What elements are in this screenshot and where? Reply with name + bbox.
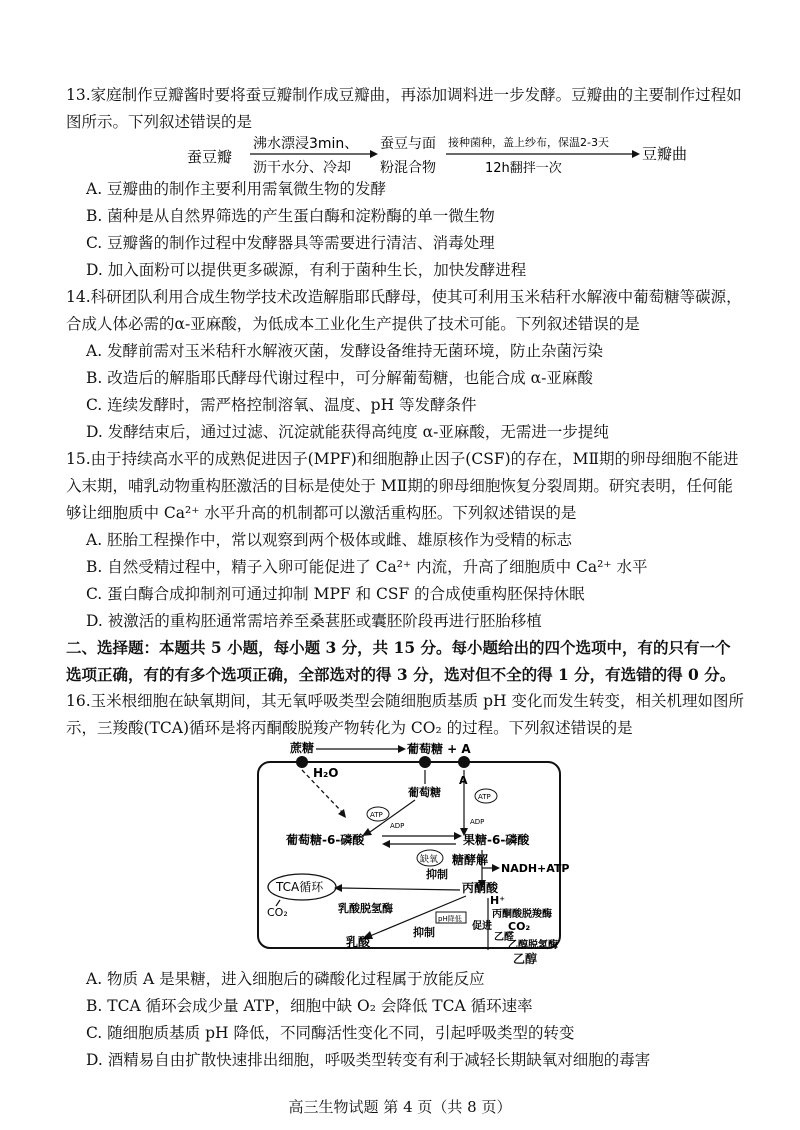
dashed-arrowhead <box>338 809 346 818</box>
question-14 <box>66 284 746 446</box>
q15-option-a[interactable]: A. 胚胎工程操作中，常以观察到两个极体或雌、雄原核作为受精的标志 <box>86 531 573 549</box>
flow-step2-bottom: 12h翻拌一次 <box>485 161 562 176</box>
flow-step1-top: 沸水漂浸3min、 <box>253 136 359 152</box>
q15-option-b[interactable]: B. 自然受精过程中，精子入卵可能促进了 Ca²⁺ 内流，升高了细胞质中 Ca²⁺ 水平 <box>86 558 648 576</box>
label-f6p: 果糖-6-磷酸 <box>463 833 530 847</box>
q15-option-d[interactable]: D. 被激活的重构胚通常需培养至桑葚胚或囊胚阶段再进行胚胎移植 <box>86 612 542 630</box>
label-adp-right: ADP <box>470 818 485 826</box>
arrowhead-nadh <box>492 864 500 872</box>
flow-end: 豆瓣曲 <box>642 145 688 163</box>
label-sucrose: 蔗糖 <box>290 741 315 755</box>
label-pyruvate: 丙酮酸 <box>462 881 499 895</box>
label-atp-right: ATP <box>478 793 491 801</box>
label-ph-low: pH降低 <box>438 915 462 923</box>
label-co2-right: CO₂ <box>508 920 531 933</box>
q16-option-d[interactable]: D. 酒精易自由扩散快速排出细胞，呼吸类型转变有利于减轻长期缺氧对细胞的毒害 <box>86 1051 651 1069</box>
q16-option-c[interactable]: C. 随细胞质基质 pH 降低，不同酶活性变化不同，引起呼吸类型的转变 <box>86 1024 575 1042</box>
flow-step1-bottom: 沥干水分、冷却 <box>253 160 351 176</box>
question-16 <box>66 688 746 742</box>
q14-option-d[interactable]: D. 发酵结束后，通过过滤、沉淀就能获得高纯度 α-亚麻酸，无需进一步提纯 <box>86 423 609 441</box>
label-co2-left: CO₂ <box>267 906 288 919</box>
label-acetaldehyde: 乙醛 <box>494 932 514 943</box>
label-tca: TCA循环 <box>276 880 324 894</box>
question-15 <box>66 446 746 635</box>
label-glucose-inside: 葡萄糖 <box>408 786 441 799</box>
section-2-header: 二、选择题：本题共 5 小题，每小题 3 分，共 15 分。每小题给出的四个选项中，有的只有一个选项正确，有的有多个选项正确，全部选对的得 3 分，选对但不全的得 1 分，有选错的得 0 分。 <box>66 638 736 684</box>
q16-option-b[interactable]: B. TCA 循环会成少量 ATP，细胞中缺 O₂ 会降低 TCA 循环速率 <box>86 997 533 1015</box>
page-footer: 高三生物试题 第 4 页（共 8 页） <box>288 1098 512 1116</box>
flow-mid-top: 蚕豆与面 <box>380 136 436 152</box>
q16-mechanism-diagram <box>250 740 570 952</box>
arrowhead-g6p-f6p <box>454 832 462 840</box>
label-atp-left: ATP <box>370 811 383 819</box>
label-ethanol: 乙醇 <box>513 952 538 966</box>
label-glycolysis: 糖酵解 <box>452 853 489 867</box>
label-nadh: NADH+ATP <box>501 862 570 875</box>
label-inhibit-1: 抑制 <box>426 868 448 881</box>
label-g6p: 葡萄糖-6-磷酸 <box>286 833 365 847</box>
flow-step2-top: 接种菌种，盖上纱布，保温2-3天 <box>448 136 609 149</box>
question-16-stem: 16.玉米根细胞在缺氧期间，其无氧呼吸类型会随细胞质基质 pH 变化而发生转变，相关机理如图所示，三羧酸(TCA)循环是将丙酮酸脱羧产物转化为 CO₂ 的过程。下列叙述错误的是 <box>66 692 744 737</box>
flow-mid-bottom: 粉混合物 <box>380 160 436 176</box>
arrowhead-f6p-g6p <box>382 840 390 848</box>
q14-option-b[interactable]: B. 改造后的解脂耶氏酵母代谢过程中，可分解葡萄糖，也能合成 α-亚麻酸 <box>86 369 593 387</box>
question-14-stem: 14.科研团队利用合成生物学技术改造解脂耶氏酵母，使其可利用玉米秸秆水解液中葡萄糖等碳源，合成人体必需的α-亚麻酸，为低成本工业化生产提供了技术可能。下列叙述错误的是 <box>66 288 742 333</box>
label-adh: 乙醇脱氢酶 <box>508 940 558 951</box>
a-transporter <box>458 756 470 768</box>
label-promote: 促进 <box>472 921 492 932</box>
arrow-pyruvate-tca <box>340 888 460 890</box>
question-16-options <box>66 966 746 1074</box>
q14-option-c[interactable]: C. 连续发酵时，需严格控制溶氧、温度、pH 等发酵条件 <box>86 396 477 414</box>
sucrose-transporter <box>296 756 308 768</box>
label-glucose-a: 葡萄糖 + A <box>407 742 471 756</box>
question-15-stem: 15.由于持续高水平的成熟促进因子(MPF)和细胞静止因子(CSF)的存在，MⅡ期的卵母细胞不能进入末期，哺乳动物重构胚激活的目标是使处于 MⅡ期的卵母细胞恢复分裂周期。研究表明，任何能够让细胞质中 Ca²⁺ 水平升高的机制都可以激活重构胚。下列叙述错误的是 <box>66 450 739 522</box>
flow-arrowhead-2 <box>632 150 640 158</box>
label-ldh: 乳酸脱氢酶 <box>338 902 393 915</box>
question-13 <box>66 82 746 136</box>
label-pdc: 丙酮酸脱羧酶 <box>492 909 552 920</box>
question-13-options <box>66 176 746 284</box>
q14-option-a[interactable]: A. 发酵前需对玉米秸秆水解液灭菌，发酵设备维持无菌环境，防止杂菌污染 <box>86 342 604 360</box>
label-a-inside: A <box>459 774 468 787</box>
label-hplus: H⁺ <box>490 894 506 907</box>
q13-option-b[interactable]: B. 菌种是从自然界筛选的产生蛋白酶和淀粉酶的单一微生物 <box>86 207 495 225</box>
flow-start: 蚕豆瓣 <box>187 148 233 166</box>
glucose-transporter <box>419 756 431 768</box>
question-13-stem: 13.家庭制作豆瓣酱时要将蚕豆瓣制作成豆瓣曲，再添加调料进一步发酵。豆瓣曲的主要制作过程如图所示。下列叙述错误的是 <box>66 86 742 131</box>
label-inhibit-2: 抑制 <box>413 926 435 939</box>
label-adp-left: ADP <box>390 822 405 830</box>
q15-option-c[interactable]: C. 蛋白酶合成抑制剂可通过抑制 MPF 和 CSF 的合成使重构胚保持休眠 <box>86 585 585 603</box>
q13-option-a[interactable]: A. 豆瓣曲的制作主要利用需氧微生物的发酵 <box>86 180 387 198</box>
q13-option-c[interactable]: C. 豆瓣酱的制作过程中发酵器具等需要进行清洁、消毒处理 <box>86 234 495 252</box>
arrowhead-sucrose-glucose <box>398 745 406 753</box>
q16-option-a[interactable]: A. 物质 A 是果糖，进入细胞后的磷酸化过程属于放能反应 <box>86 970 485 988</box>
flow-arrowhead-1 <box>370 150 378 158</box>
label-lactate: 乳酸 <box>346 935 371 949</box>
q13-option-d[interactable]: D. 加入面粉可以提供更多碳源，有利于菌种生长，加快发酵进程 <box>86 261 527 279</box>
label-hypoxia: 缺氧 <box>420 855 439 865</box>
label-water: H₂O <box>313 766 339 780</box>
